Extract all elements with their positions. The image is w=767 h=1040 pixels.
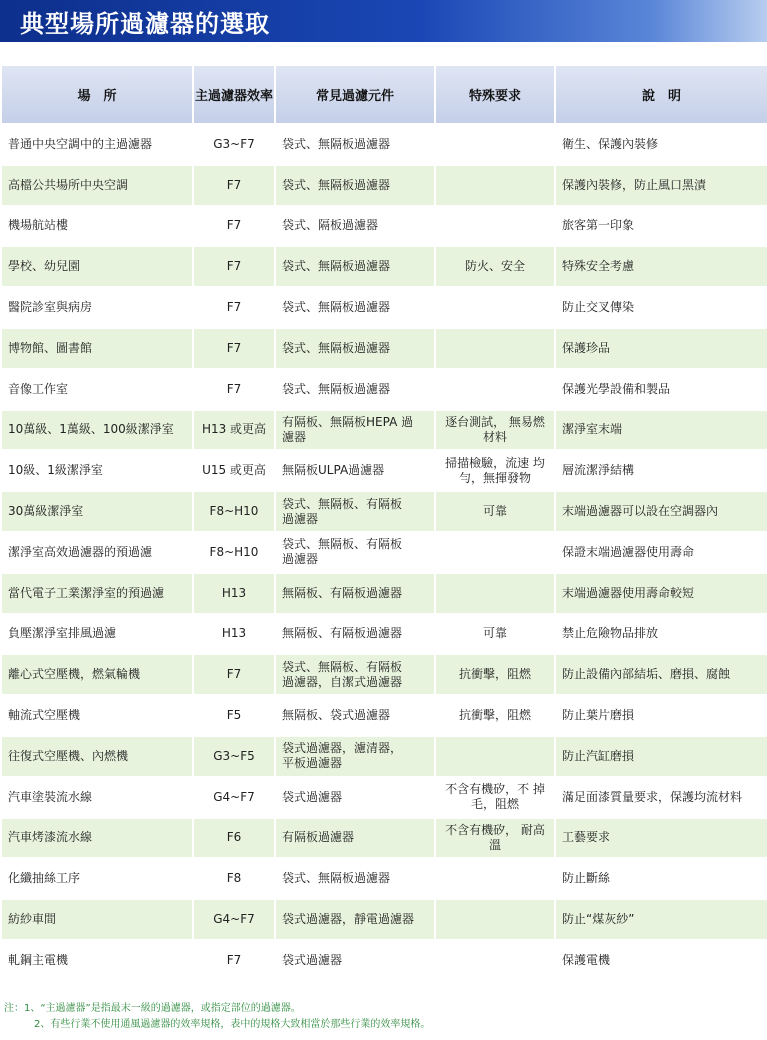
table-row [2, 533, 767, 572]
cell-requirements [436, 370, 554, 409]
filter-selection-table [0, 64, 767, 982]
cell-location: 化纖抽絲工序 [2, 859, 192, 898]
table-row [2, 900, 767, 939]
table-row [2, 859, 767, 898]
cell-efficiency: F7 [194, 655, 274, 694]
cell-description: 防止設備內部結垢、磨損、腐蝕 [556, 655, 767, 694]
table-row [2, 207, 767, 246]
cell-requirements [436, 859, 554, 898]
cell-description: 層流潔淨結構 [556, 451, 767, 490]
cell-description: 保證末端過濾器使用壽命 [556, 533, 767, 572]
cell-requirements: 逐台測試， 無易燃材料 [436, 411, 554, 450]
cell-efficiency: F6 [194, 819, 274, 858]
table-row [2, 166, 767, 205]
table-row [2, 655, 767, 694]
cell-efficiency: F7 [194, 941, 274, 980]
header-efficiency: 主過濾器效率 [194, 66, 274, 123]
table-row [2, 329, 767, 368]
cell-components: 袋式、無隔板過濾器 [276, 329, 434, 368]
cell-location: 汽車塗裝流水線 [2, 778, 192, 817]
cell-components: 袋式、無隔板、有隔板 過濾器 [276, 492, 434, 531]
cell-requirements [436, 207, 554, 246]
cell-location: 音像工作室 [2, 370, 192, 409]
cell-requirements: 掃描檢驗，流速 均勻，無揮發物 [436, 451, 554, 490]
cell-components: 袋式過濾器，濾清器， 平板過濾器 [276, 737, 434, 776]
cell-efficiency: F7 [194, 247, 274, 286]
cell-description: 保護內裝修，防止風口黑漬 [556, 166, 767, 205]
cell-location: 離心式空壓機，燃氣輪機 [2, 655, 192, 694]
table-body [2, 125, 767, 980]
cell-location: 博物館、圖書館 [2, 329, 192, 368]
cell-efficiency: F7 [194, 329, 274, 368]
cell-description: 防止汽缸磨損 [556, 737, 767, 776]
header-description: 說 明 [556, 66, 767, 123]
cell-requirements [436, 533, 554, 572]
cell-description: 保護光學設備和製品 [556, 370, 767, 409]
cell-location: 紡紗車間 [2, 900, 192, 939]
cell-location: 學校、幼兒園 [2, 247, 192, 286]
cell-requirements: 可靠 [436, 615, 554, 654]
table-row [2, 778, 767, 817]
cell-components: 有隔板、無隔板HEPA 過濾器 [276, 411, 434, 450]
cell-description: 衛生、保護內裝修 [556, 125, 767, 164]
cell-components: 袋式、無隔板過濾器 [276, 288, 434, 327]
cell-components: 無隔板、有隔板過濾器 [276, 574, 434, 613]
cell-description: 防止斷絲 [556, 859, 767, 898]
cell-efficiency: H13 [194, 615, 274, 654]
title-bar [0, 0, 767, 42]
cell-efficiency: F5 [194, 696, 274, 735]
cell-components: 袋式、無隔板過濾器 [276, 166, 434, 205]
table-row [2, 451, 767, 490]
cell-components: 袋式過濾器 [276, 941, 434, 980]
cell-efficiency: F8 [194, 859, 274, 898]
cell-requirements: 不含有機矽， 耐高溫 [436, 819, 554, 858]
table-row [2, 819, 767, 858]
cell-components: 袋式、無隔板、有隔板 過濾器 [276, 533, 434, 572]
table-row [2, 696, 767, 735]
cell-efficiency: F7 [194, 166, 274, 205]
cell-efficiency: U15 或更高 [194, 451, 274, 490]
cell-components: 袋式、無隔板、有隔板 過濾器，自潔式過濾器 [276, 655, 434, 694]
table-row [2, 411, 767, 450]
cell-description: 防止交叉傳染 [556, 288, 767, 327]
cell-components: 無隔板、有隔板過濾器 [276, 615, 434, 654]
cell-components: 有隔板過濾器 [276, 819, 434, 858]
cell-requirements [436, 125, 554, 164]
cell-location: 潔淨室高效過濾器的預過濾 [2, 533, 192, 572]
cell-description: 防止“煤灰紗” [556, 900, 767, 939]
table-row [2, 125, 767, 164]
cell-requirements [436, 737, 554, 776]
cell-description: 旅客第一印象 [556, 207, 767, 246]
cell-description: 保護電機 [556, 941, 767, 980]
footnote-1: 注：1、“主過濾器”是指最末一級的過濾器，或指定部位的過濾器。 [4, 1003, 301, 1014]
cell-location: 30萬級潔淨室 [2, 492, 192, 531]
cell-location: 10萬級、1萬級、100級潔淨室 [2, 411, 192, 450]
cell-location: 機場航站樓 [2, 207, 192, 246]
cell-components: 袋式過濾器 [276, 778, 434, 817]
cell-description: 特殊安全考慮 [556, 247, 767, 286]
cell-components: 袋式過濾器，靜電過濾器 [276, 900, 434, 939]
cell-description: 潔淨室末端 [556, 411, 767, 450]
cell-requirements [436, 166, 554, 205]
cell-efficiency: F8~H10 [194, 492, 274, 531]
cell-efficiency: F7 [194, 288, 274, 327]
table-row [2, 370, 767, 409]
cell-location: 軸流式空壓機 [2, 696, 192, 735]
cell-requirements: 不含有機矽，不 掉毛，阻燃 [436, 778, 554, 817]
page-title: 典型場所過濾器的選取 [20, 10, 270, 38]
cell-efficiency: H13 或更高 [194, 411, 274, 450]
cell-description: 末端過濾器使用壽命較短 [556, 574, 767, 613]
footnote-2: 2、有些行業不使用通風過濾器的效率規格，表中的規格大致相當於那些行業的效率規格。 [34, 1019, 431, 1030]
cell-efficiency: F7 [194, 207, 274, 246]
cell-efficiency: G4~F7 [194, 778, 274, 817]
cell-description: 末端過濾器可以設在空調器內 [556, 492, 767, 531]
cell-efficiency: G3~F7 [194, 125, 274, 164]
cell-requirements: 抗衝擊，阻燃 [436, 655, 554, 694]
table-header-row [2, 66, 767, 123]
cell-requirements [436, 941, 554, 980]
cell-efficiency: G3~F5 [194, 737, 274, 776]
cell-components: 袋式、隔板過濾器 [276, 207, 434, 246]
table-row [2, 574, 767, 613]
cell-components: 無隔板、袋式過濾器 [276, 696, 434, 735]
header-location: 場 所 [2, 66, 192, 123]
cell-requirements [436, 329, 554, 368]
cell-location: 汽車烤漆流水線 [2, 819, 192, 858]
cell-location: 軋鋼主電機 [2, 941, 192, 980]
cell-description: 滿足面漆質量要求，保護均流材料 [556, 778, 767, 817]
cell-components: 袋式、無隔板過濾器 [276, 247, 434, 286]
cell-location: 高檔公共場所中央空調 [2, 166, 192, 205]
cell-requirements [436, 900, 554, 939]
cell-location: 醫院診室與病房 [2, 288, 192, 327]
cell-location: 當代電子工業潔淨室的預過濾 [2, 574, 192, 613]
table-row [2, 941, 767, 980]
cell-components: 袋式、無隔板過濾器 [276, 859, 434, 898]
cell-location: 普通中央空調中的主過濾器 [2, 125, 192, 164]
cell-location: 10級、1級潔淨室 [2, 451, 192, 490]
cell-efficiency: F8~H10 [194, 533, 274, 572]
cell-components: 袋式、無隔板過濾器 [276, 370, 434, 409]
cell-requirements: 防火、安全 [436, 247, 554, 286]
table-row [2, 615, 767, 654]
cell-location: 往復式空壓機、內燃機 [2, 737, 192, 776]
cell-requirements [436, 288, 554, 327]
cell-components: 袋式、無隔板過濾器 [276, 125, 434, 164]
cell-efficiency: F7 [194, 370, 274, 409]
table-row [2, 737, 767, 776]
table-row [2, 492, 767, 531]
cell-description: 工藝要求 [556, 819, 767, 858]
cell-efficiency: G4~F7 [194, 900, 274, 939]
cell-efficiency: H13 [194, 574, 274, 613]
cell-description: 禁止危險物品排放 [556, 615, 767, 654]
cell-description: 保護珍品 [556, 329, 767, 368]
table-row [2, 288, 767, 327]
cell-location: 負壓潔淨室排風過濾 [2, 615, 192, 654]
table-row [2, 247, 767, 286]
cell-components: 無隔板ULPA過濾器 [276, 451, 434, 490]
footnotes [4, 1001, 764, 1033]
cell-requirements [436, 574, 554, 613]
cell-description: 防止葉片磨損 [556, 696, 767, 735]
cell-requirements: 可靠 [436, 492, 554, 531]
cell-requirements: 抗衝擊，阻燃 [436, 696, 554, 735]
header-requirements: 特殊要求 [436, 66, 554, 123]
header-components: 常見過濾元件 [276, 66, 434, 123]
